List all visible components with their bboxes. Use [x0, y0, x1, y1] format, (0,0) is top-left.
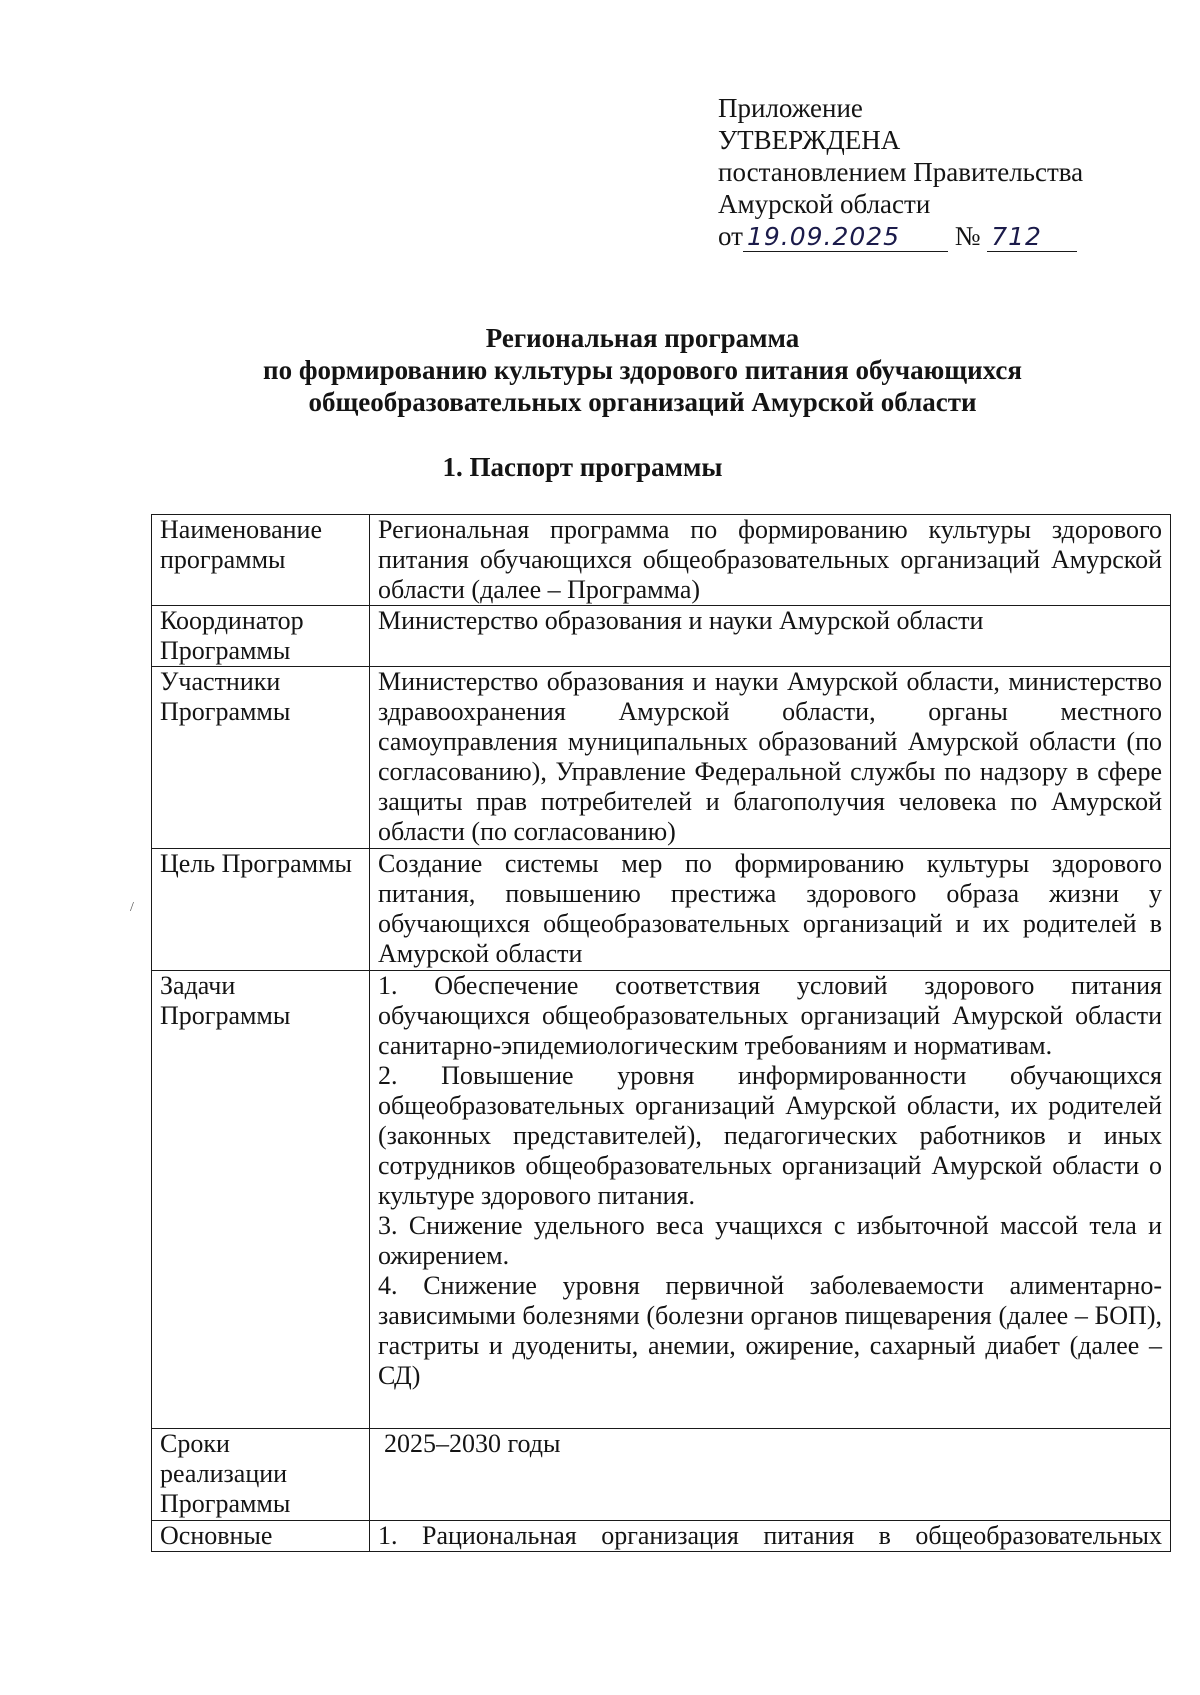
table-row: [152, 849, 1171, 971]
table-row: [152, 606, 1171, 667]
table-row: [152, 1429, 1171, 1521]
section-heading: 1. Паспорт программы: [442, 452, 723, 482]
title-line-2: по формированию культуры здорового питания обучающихся: [263, 355, 1022, 385]
row-value: [370, 849, 1171, 971]
row-label: Задачи Программы: [152, 971, 370, 1429]
handwritten-number: 712: [991, 222, 1042, 251]
row-label: Сроки реализации Программы: [152, 1429, 370, 1521]
row-value: [370, 606, 1171, 667]
approval-line-approved: УТВЕРЖДЕНА: [718, 125, 901, 155]
title-line-1: Региональная программа: [485, 323, 800, 353]
row-value-text: Создание системы мер по формированию культуры здорового питания, повышению престижа здорового образа жизни у обучающихся общеобразовательных организаций и их родителей в Амурской области: [378, 849, 1162, 968]
row-label: Основные: [152, 1521, 370, 1552]
number-field: [987, 221, 1077, 252]
table-row: [152, 971, 1171, 1429]
date-prefix: от: [718, 221, 743, 251]
row-value-text: Министерство образования и науки Амурской области: [378, 606, 984, 635]
row-label: Координатор Программы: [152, 606, 370, 667]
task-item: 1. Обеспечение соответствия условий здорового питания обучающихся общеобразовательных организаций Амурской области санитарно-эпидемиологическим требованиям и нормативам.: [378, 971, 1162, 1060]
task-item: 4. Снижение уровня первичной заболеваемости алиментарно-зависимыми болезнями (болезни органов пищеварения (далее – БОП), гастриты и дуодениты, анемии, ожирение, сахарный диабет (далее – СД): [378, 1271, 1162, 1390]
approval-line-appendix: Приложение: [718, 93, 863, 123]
document-title: [120, 322, 1165, 418]
row-value: [370, 1429, 1171, 1521]
date-field: [743, 221, 948, 252]
row-label: Цель Программы: [152, 849, 370, 971]
row-value-text: 2025–2030 годы: [384, 1429, 561, 1458]
approval-line-region: Амурской области: [718, 189, 931, 219]
approval-block: [718, 92, 1083, 252]
number-prefix: №: [954, 221, 981, 251]
row-value: [370, 515, 1171, 606]
table-row: [152, 515, 1171, 606]
passport-table: [151, 514, 1171, 1552]
table-row: [152, 1521, 1171, 1552]
row-value: [370, 667, 1171, 849]
row-value-text: Министерство образования и науки Амурской области, министерство здравоохранения Амурской области, органы местного самоуправления муниципальных образований Амурской области (по согласованию), Управление Федеральной службы по надзору в сфере защиты прав потребителей и благополучия человека по Амурской области (по согласованию): [378, 667, 1162, 846]
row-value: [370, 1521, 1171, 1552]
table-row: [152, 667, 1171, 849]
row-value-text: Региональная программа по формированию культуры здорового питания обучающихся общеобразовательных организаций Амурской области (далее – Программа): [378, 515, 1162, 604]
task-item: 3. Снижение удельного веса учащихся с избыточной массой тела и ожирением.: [378, 1211, 1162, 1270]
task-item: 2. Повышение уровня информированности обучающихся общеобразовательных организаций Амурской области, их родителей (законных представителей), педагогических работников и иных сотрудников общеобразовательных организаций Амурской области о культуре здорового питания.: [378, 1061, 1162, 1210]
approval-date-number-line: [718, 220, 1083, 252]
row-value: [370, 971, 1171, 1429]
row-label: Наименование программы: [152, 515, 370, 606]
row-label: Участники Программы: [152, 667, 370, 849]
margin-mark: /: [130, 900, 134, 915]
approval-line-resolution: постановлением Правительства: [718, 157, 1084, 187]
row-value-text: 1. Рациональная организация питания в общеобразовательных: [378, 1521, 1162, 1550]
handwritten-date: 19.09.2025: [746, 222, 901, 251]
title-line-3: общеобразовательных организаций Амурской области: [308, 387, 977, 417]
